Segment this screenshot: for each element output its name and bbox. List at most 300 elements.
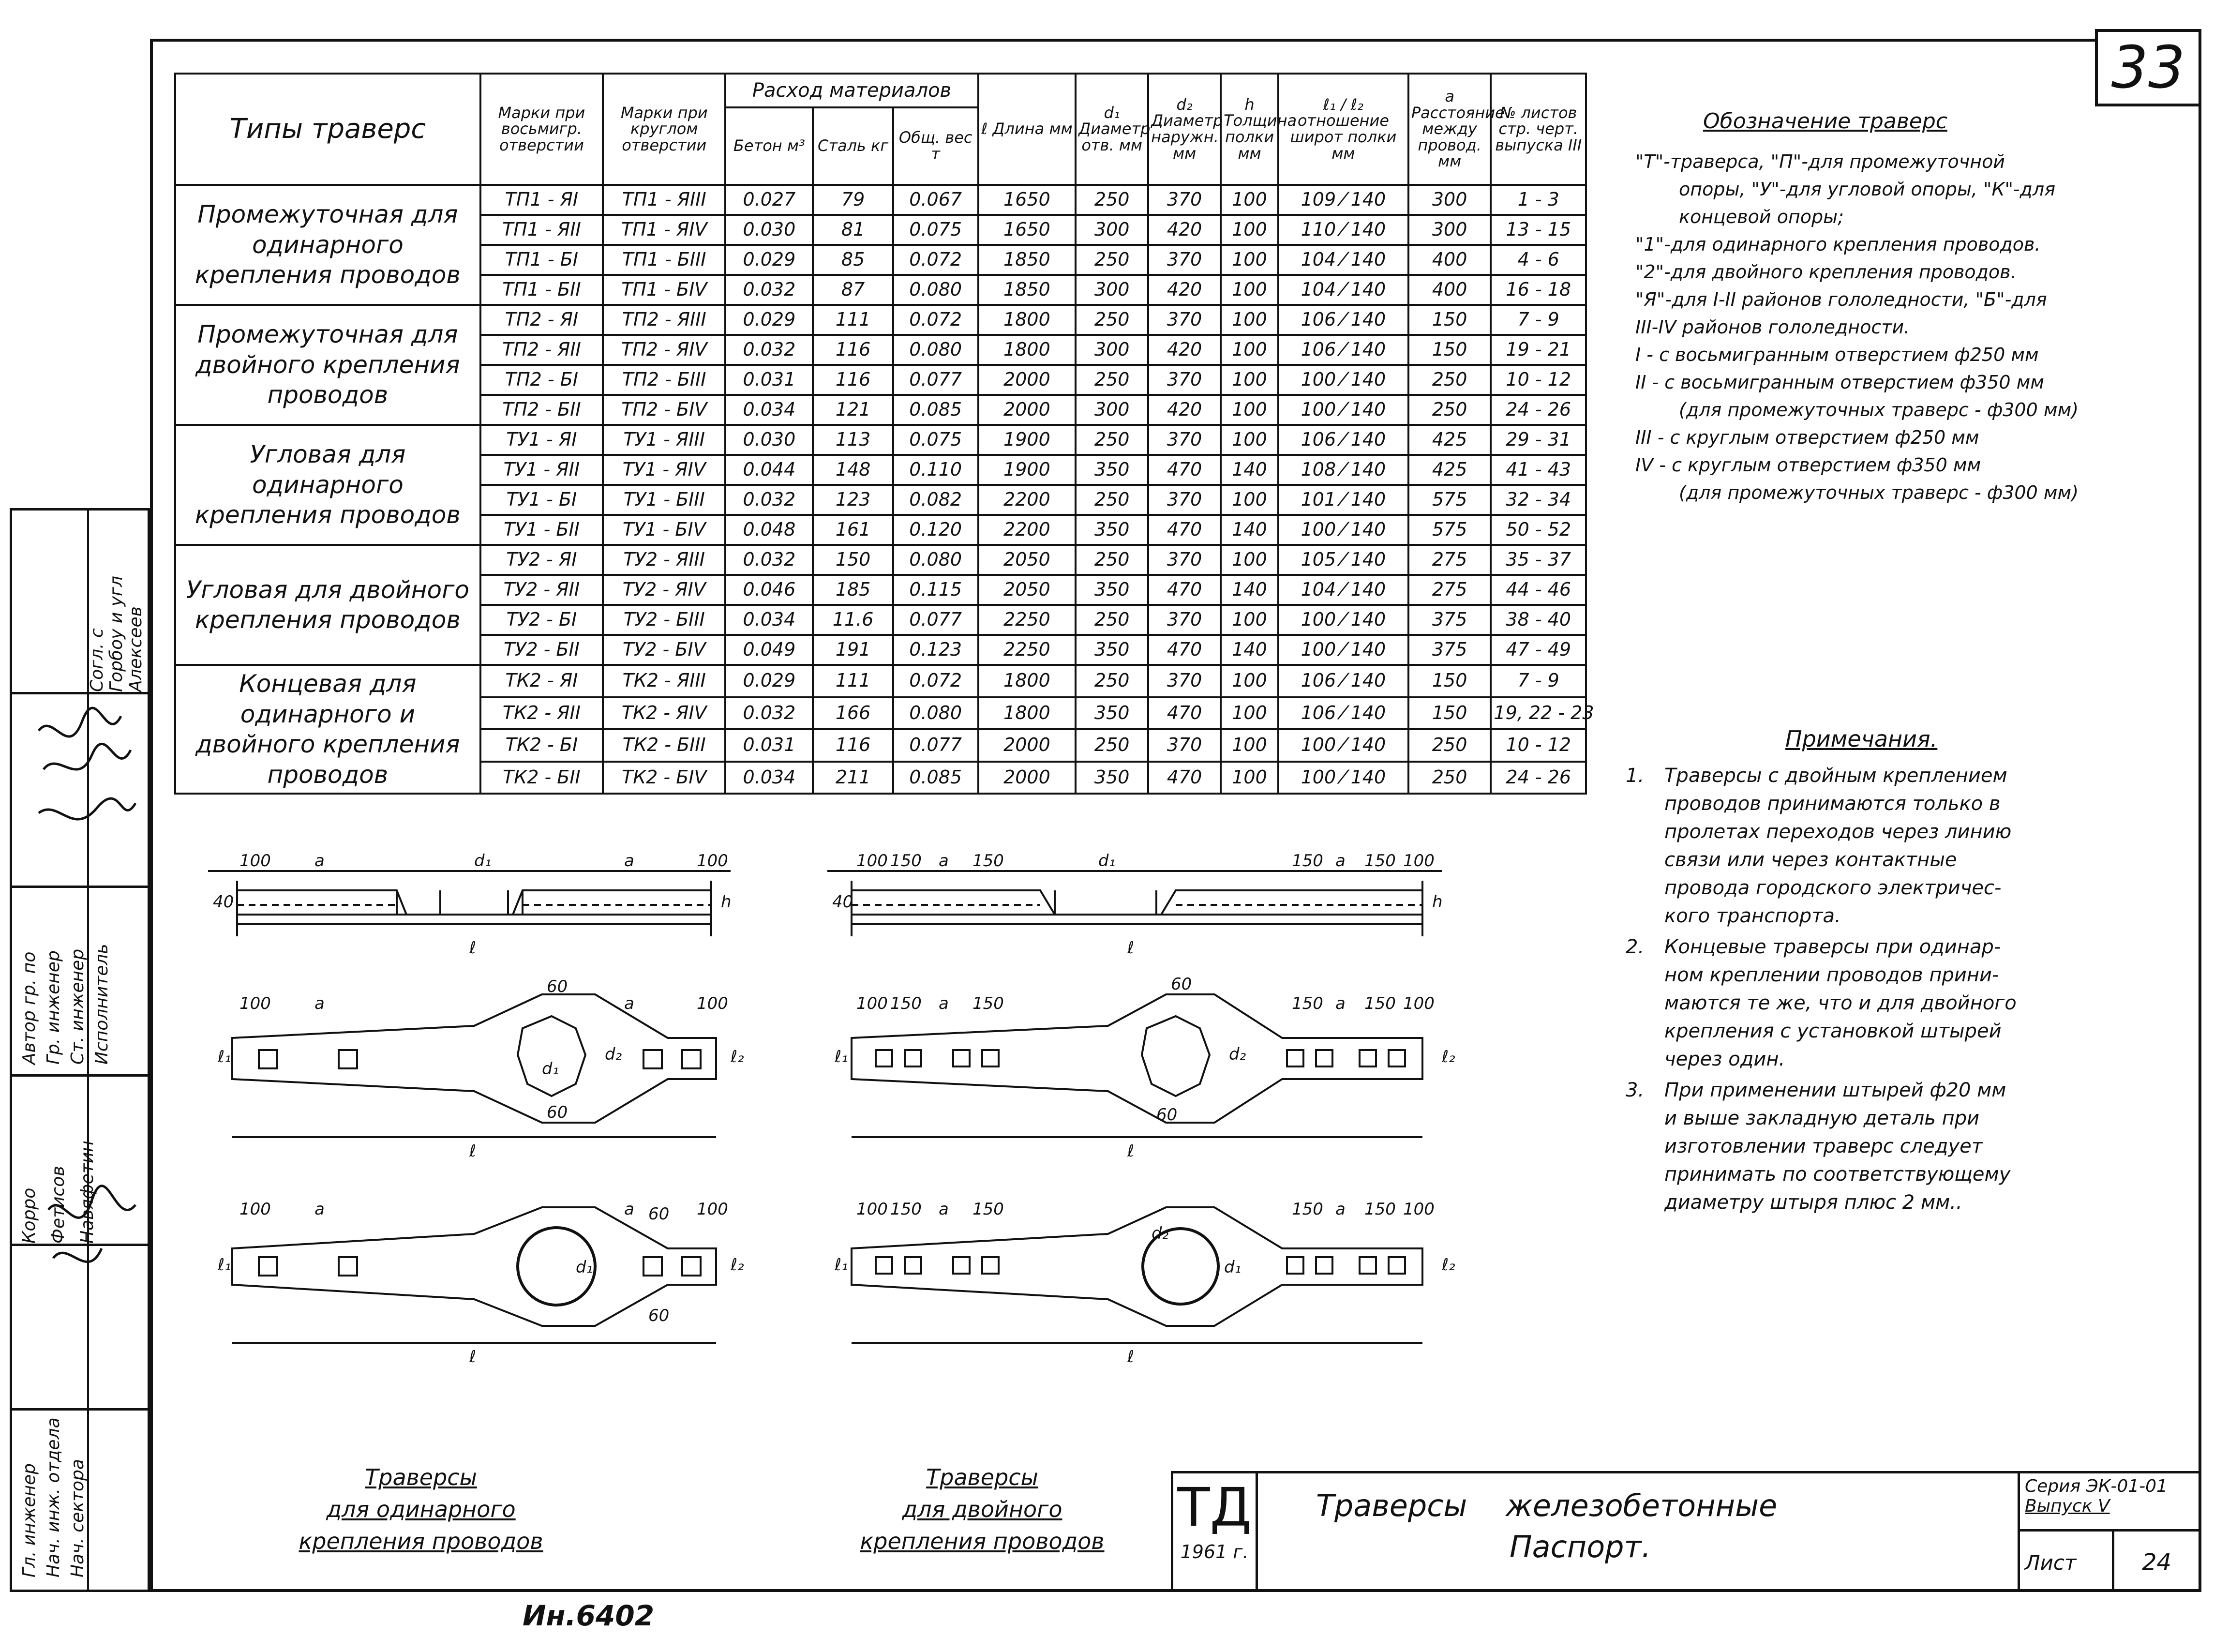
table-cell: 250 [1076, 665, 1148, 697]
note-number: 2. [1626, 936, 1645, 958]
table-cell: ТУ1 - ЯIII [603, 425, 725, 455]
table-cell: 400 [1408, 245, 1491, 275]
table-cell: ТУ2 - БIII [603, 605, 725, 635]
double-plan-octagon [852, 994, 1422, 1137]
table-cell: 250 [1408, 729, 1491, 762]
side-stamp-text: Исполнитель [92, 944, 112, 1065]
designation-line: "1"-для одинарного крепления проводов. [1635, 234, 2041, 255]
table-cell: 106 ⁄ 140 [1278, 335, 1408, 365]
notes-items [1626, 762, 2192, 1216]
col-header-materials: Расход материалов [725, 74, 978, 107]
side-stamp-text: Навяфетин [77, 1141, 97, 1244]
dimension-label: 100 [1403, 994, 1435, 1013]
designation-line: III - с круглым отверстием ф250 мм [1635, 427, 1979, 448]
doc-title: Траверсы железобетонные [1316, 1488, 1778, 1523]
table-cell: 1800 [978, 665, 1076, 697]
table-cell: 300 [1408, 215, 1491, 245]
table-cell: 140 [1221, 635, 1278, 665]
table-cell: 0.029 [725, 305, 813, 335]
table-cell: 275 [1408, 545, 1491, 575]
table-cell: 0.077 [893, 605, 978, 635]
table-cell: 575 [1408, 515, 1491, 545]
table-cell: ТК2 - ЯI [480, 665, 603, 697]
table-cell: 2000 [978, 365, 1076, 395]
table-cell: 100 [1221, 545, 1278, 575]
table-cell: 350 [1076, 697, 1148, 730]
table-cell: 275 [1408, 575, 1491, 605]
table-cell: 350 [1076, 762, 1148, 794]
side-stamp-text: Автор гр. по [19, 951, 39, 1065]
table-cell: 250 [1076, 729, 1148, 762]
table-cell: 350 [1076, 515, 1148, 545]
table-cell: 100 [1221, 365, 1278, 395]
table-row [175, 305, 1586, 335]
side-stamp-text: Гр. инженер [44, 950, 63, 1065]
col-header-a: a Расстояние между провод. мм [1408, 74, 1491, 185]
dimension-label: d₂ [1229, 1045, 1246, 1064]
table-cell: 0.077 [893, 365, 978, 395]
table-cell: 250 [1076, 425, 1148, 455]
designation-line: опоры, "У"-для угловой опоры, "К"-для [1679, 179, 2056, 200]
side-stamp-col-4c [126, 523, 146, 692]
caption-double-line: крепления проводов [860, 1528, 1105, 1554]
dimension-label: 100 [239, 1200, 271, 1219]
table-cell: 370 [1148, 185, 1221, 215]
table-cell: 2050 [978, 545, 1076, 575]
table-cell: ТП1 - БII [480, 275, 603, 305]
table-cell: 0.080 [893, 275, 978, 305]
table-cell: ТУ1 - БI [480, 485, 603, 515]
table-row [175, 185, 1586, 215]
table-cell: 123 [813, 485, 893, 515]
sheet-label: Лист [2025, 1551, 2077, 1575]
table-cell: 100 [1221, 185, 1278, 215]
dimension-label: 100 [856, 851, 888, 871]
table-cell: 1650 [978, 185, 1076, 215]
table-cell: 24 - 26 [1491, 762, 1586, 794]
table-cell: ТК2 - ЯIV [603, 697, 725, 730]
table-cell: 250 [1076, 605, 1148, 635]
traverse-type: Концевая для одинарного и двойного крепления проводов [175, 665, 480, 794]
table-cell: 104 ⁄ 140 [1278, 575, 1408, 605]
table-cell: 10 - 12 [1491, 365, 1586, 395]
table-cell: 0.032 [725, 335, 813, 365]
table-cell: 0.032 [725, 697, 813, 730]
dimension-label: ℓ₁ [218, 1047, 231, 1066]
dimension-label: d₁ [1098, 851, 1116, 871]
table-cell: 111 [813, 665, 893, 697]
dimension-label: a [1335, 851, 1346, 871]
table-cell: 1800 [978, 305, 1076, 335]
table-cell: 116 [813, 729, 893, 762]
designation-title: Обозначение траверс [1703, 109, 1947, 134]
table-cell: 38 - 40 [1491, 605, 1586, 635]
table-cell: 50 - 52 [1491, 515, 1586, 545]
table-cell: 104 ⁄ 140 [1278, 245, 1408, 275]
side-stamp-col-4 [87, 523, 107, 692]
note-line: При применении штырей ф20 мм [1664, 1079, 2006, 1101]
table-cell: ТП1 - ЯII [480, 215, 603, 245]
table-cell: ТП2 - БIII [603, 365, 725, 395]
dimension-label: 60 [1156, 1105, 1178, 1125]
table-cell: ТК2 - ЯII [480, 697, 603, 730]
issue: Выпуск V [2025, 1496, 2110, 1516]
dimension-label: a [939, 1200, 949, 1219]
table-cell: 105 ⁄ 140 [1278, 545, 1408, 575]
dimension-label: h [1432, 892, 1443, 912]
table-cell: 113 [813, 425, 893, 455]
table-cell: ТУ2 - ЯI [480, 545, 603, 575]
table-cell: 0.030 [725, 215, 813, 245]
dimension-label: ℓ₁ [835, 1255, 848, 1275]
dimension-label: ℓ [1127, 1141, 1135, 1161]
dimension-label: h [721, 892, 732, 912]
table-cell: ТУ2 - БII [480, 635, 603, 665]
note-body [1664, 933, 2017, 1073]
traverse-type: Промежуточная для двойного крепления проводов [175, 305, 480, 425]
dimension-label: a [314, 851, 325, 871]
table-cell: 100 [1221, 275, 1278, 305]
table-cell: 106 ⁄ 140 [1278, 697, 1408, 730]
table-cell: ТП2 - ЯIII [603, 305, 725, 335]
table-cell: 44 - 46 [1491, 575, 1586, 605]
table-cell: 250 [1076, 365, 1148, 395]
table-cell: 0.120 [893, 515, 978, 545]
table-cell: 250 [1408, 365, 1491, 395]
caption-double-line: для двойного [902, 1496, 1062, 1522]
side-stamp-text: Нач. сектора [68, 1459, 88, 1577]
note-body [1664, 1076, 2010, 1216]
table-cell: ТУ1 - БIII [603, 485, 725, 515]
table-row [175, 545, 1586, 575]
side-stamp-text: Согл. с [87, 628, 107, 692]
table-cell: ТП2 - ЯI [480, 305, 603, 335]
table-cell: 100 [1221, 425, 1278, 455]
note-line: проводов принимаются только в [1664, 793, 2001, 815]
table-cell: 420 [1148, 335, 1221, 365]
table-cell: 0.032 [725, 485, 813, 515]
table-cell: 0.029 [725, 665, 813, 697]
designation-line: (для промежуточных траверс - ф300 мм) [1679, 399, 2079, 421]
table-cell: 166 [813, 697, 893, 730]
table-cell: 0.048 [725, 515, 813, 545]
table-cell: 100 [1221, 215, 1278, 245]
table-cell: 0.032 [725, 275, 813, 305]
table-cell: 0.123 [893, 635, 978, 665]
side-stamp-text: Алексеев [126, 606, 146, 692]
side-stamp-text: Фетисов [48, 1166, 68, 1244]
table-cell: 370 [1148, 729, 1221, 762]
table-cell: 4 - 6 [1491, 245, 1586, 275]
table-cell: 300 [1408, 185, 1491, 215]
table-cell: 81 [813, 215, 893, 245]
table-cell: 100 ⁄ 140 [1278, 605, 1408, 635]
table-cell: 100 [1221, 729, 1278, 762]
table-cell: 100 [1221, 605, 1278, 635]
col-header-h: h Толщина полки мм [1221, 74, 1278, 185]
side-stamp-text: Горбоу и угл [106, 576, 126, 692]
table-cell: ТК2 - БII [480, 762, 603, 794]
traverse-type: Угловая для двойного крепления проводов [175, 545, 480, 665]
designation-line: III-IV районов гололедности. [1635, 316, 1910, 338]
dimension-label: ℓ₂ [731, 1255, 744, 1275]
table-cell: 0.027 [725, 185, 813, 215]
table-cell: 100 ⁄ 140 [1278, 515, 1408, 545]
table-cell: 110 ⁄ 140 [1278, 215, 1408, 245]
table-cell: ТУ2 - БI [480, 605, 603, 635]
table-cell: 148 [813, 455, 893, 485]
dimension-label: ℓ [469, 938, 477, 958]
table-cell: 0.080 [893, 545, 978, 575]
table-cell: 2200 [978, 485, 1076, 515]
table-cell: 470 [1148, 697, 1221, 730]
caption-double-line: Траверсы [926, 1464, 1038, 1490]
dimension-label: a [624, 994, 634, 1013]
note-line: через один. [1664, 1048, 1785, 1070]
dimension-label: a [939, 851, 949, 871]
dimension-label: 150 [1292, 1200, 1323, 1219]
designation-line: I - с восьмигранным отверстием ф250 мм [1635, 344, 2039, 365]
table-cell: 2000 [978, 762, 1076, 794]
note-line: и выше закладную деталь при [1664, 1107, 1980, 1129]
table-cell: 106 ⁄ 140 [1278, 425, 1408, 455]
traverse-drawings [160, 823, 1466, 1481]
table-cell: 0.082 [893, 485, 978, 515]
notes-title: Примечания. [1785, 726, 1938, 752]
table-cell: 370 [1148, 425, 1221, 455]
col-header-steel: Сталь кг [813, 107, 893, 185]
dimension-label: a [314, 1200, 325, 1219]
table-cell: 116 [813, 365, 893, 395]
dimension-label: 100 [239, 851, 271, 871]
sheet-value: 24 [2141, 1549, 2172, 1576]
table-cell: 109 ⁄ 140 [1278, 185, 1408, 215]
table-cell: 470 [1148, 575, 1221, 605]
table-cell: 370 [1148, 365, 1221, 395]
dimension-label: ℓ [1127, 938, 1135, 958]
designation-line: (для промежуточных траверс - ф300 мм) [1679, 482, 2079, 503]
note-line: диаметру штыря плюс 2 мм.. [1664, 1191, 1962, 1214]
table-cell: 0.044 [725, 455, 813, 485]
table-cell: 150 [1408, 305, 1491, 335]
table-cell: 0.077 [893, 729, 978, 762]
dimension-label: 150 [972, 1200, 1004, 1219]
table-cell: ТП1 - БIII [603, 245, 725, 275]
note-line: кого транспорта. [1664, 905, 1841, 927]
table-cell: 140 [1221, 455, 1278, 485]
side-stamp-text: Гл. инженер [19, 1463, 39, 1577]
table-cell: 11.6 [813, 605, 893, 635]
caption-double [813, 1461, 1152, 1557]
table-cell: ТП2 - БI [480, 365, 603, 395]
dimension-label: 150 [1364, 1200, 1396, 1219]
table-cell: 100 ⁄ 140 [1278, 395, 1408, 425]
dimension-label: d₂ [605, 1045, 622, 1064]
dimension-label: 100 [856, 994, 888, 1013]
table-cell: 100 ⁄ 140 [1278, 729, 1408, 762]
col-header-weight: Общ. вес т [893, 107, 978, 185]
table-cell: ТУ1 - БIV [603, 515, 725, 545]
table-cell: 1850 [978, 245, 1076, 275]
table-cell: 0.029 [725, 245, 813, 275]
table-cell: 106 ⁄ 140 [1278, 665, 1408, 697]
table-cell: 470 [1148, 515, 1221, 545]
col-header-l: ℓ Длина мм [978, 74, 1076, 185]
table-cell: 0.115 [893, 575, 978, 605]
table-cell: 0.085 [893, 395, 978, 425]
table-cell: 108 ⁄ 140 [1278, 455, 1408, 485]
table-cell: ТК2 - БIII [603, 729, 725, 762]
note-line: маются те же, что и для двойного [1664, 992, 2017, 1014]
table-cell: 7 - 9 [1491, 665, 1586, 697]
dimension-label: 150 [890, 1200, 922, 1219]
table-cell: 370 [1148, 305, 1221, 335]
table-cell: ТП1 - ЯIII [603, 185, 725, 215]
dimension-label: ℓ [469, 1141, 477, 1161]
table-cell: 100 [1221, 485, 1278, 515]
dimension-label: ℓ₂ [1442, 1047, 1455, 1066]
dimension-label: 100 [697, 994, 728, 1013]
table-cell: 1850 [978, 275, 1076, 305]
dimension-label: 60 [648, 1204, 670, 1224]
dimension-label: a [624, 851, 634, 871]
table-cell: ТП1 - БIV [603, 275, 725, 305]
table-cell: 161 [813, 515, 893, 545]
caption-single-line: для одинарного [326, 1496, 516, 1522]
dimension-label: 150 [890, 851, 922, 871]
dimension-label: a [939, 994, 949, 1013]
dimension-label: ℓ [469, 1347, 477, 1367]
table-cell: 100 [1221, 395, 1278, 425]
table-cell: 350 [1076, 575, 1148, 605]
table-cell: ТК2 - БI [480, 729, 603, 762]
col-header-mark-rect: Марки при восьмигр. отверстии [480, 74, 603, 185]
inventory-number: Ин.6402 [523, 1599, 655, 1632]
table-cell: 2250 [978, 635, 1076, 665]
table-cell: ТУ2 - ЯIV [603, 575, 725, 605]
table-cell: 350 [1076, 455, 1148, 485]
traverse-type: Промежуточная для одинарного крепления проводов [175, 185, 480, 305]
table-cell: 0.034 [725, 762, 813, 794]
table-cell: 250 [1076, 245, 1148, 275]
dimension-label: d₁ [576, 1258, 593, 1277]
table-cell: 100 [1221, 665, 1278, 697]
sheet-number-box [2095, 29, 2201, 106]
side-stamp-col-1 [19, 1413, 39, 1577]
table-cell: 16 - 18 [1491, 275, 1586, 305]
note-item [1626, 762, 2192, 930]
dimension-label: 100 [1403, 1200, 1435, 1219]
table-cell: 0.085 [893, 762, 978, 794]
note-line: крепления с установкой штырей [1664, 1020, 2002, 1042]
dimension-label: 150 [1364, 994, 1396, 1013]
table-cell: 191 [813, 635, 893, 665]
table-cell: 575 [1408, 485, 1491, 515]
table-cell: 250 [1076, 485, 1148, 515]
designation-line: IV - с круглым отверстием ф350 мм [1635, 454, 1981, 476]
sheet-number: 33 [2111, 34, 2185, 102]
table-cell: ТУ2 - БIV [603, 635, 725, 665]
table-cell: 0.030 [725, 425, 813, 455]
col-header-sheets: № листов стр. черт. выпуска III [1491, 74, 1586, 185]
designation-line: II - с восьмигранным отверстием ф350 мм [1635, 372, 2044, 393]
table-cell: 0.072 [893, 665, 978, 697]
dimension-label: 150 [972, 851, 1004, 871]
dimension-label: d₁ [1224, 1258, 1242, 1277]
table-cell: 100 ⁄ 140 [1278, 365, 1408, 395]
table-cell: ТП1 - ЯI [480, 185, 603, 215]
caption-single [252, 1461, 590, 1557]
dimension-label: 100 [1403, 851, 1435, 871]
single-plan-circle [232, 1207, 716, 1343]
table-cell: 0.031 [725, 365, 813, 395]
table-cell: 425 [1408, 425, 1491, 455]
table-cell: 47 - 49 [1491, 635, 1586, 665]
table-cell: 370 [1148, 545, 1221, 575]
designation-block [1635, 109, 2192, 507]
table-cell: 87 [813, 275, 893, 305]
table-cell: 0.034 [725, 395, 813, 425]
table-cell: ТП2 - ЯIV [603, 335, 725, 365]
table-cell: 0.072 [893, 305, 978, 335]
single-plan-octagon [232, 994, 716, 1137]
note-line: пролетах переходов через линию [1664, 821, 2012, 843]
dimension-label: a [1335, 994, 1346, 1013]
table-cell: 350 [1076, 635, 1148, 665]
note-line: Траверсы с двойным креплением [1664, 765, 2007, 787]
table-cell: 100 ⁄ 140 [1278, 762, 1408, 794]
note-line: Концевые траверсы при одинар- [1664, 936, 2001, 958]
table-cell: 24 - 26 [1491, 395, 1586, 425]
table-cell: 250 [1076, 185, 1148, 215]
note-body [1664, 762, 2011, 930]
table-cell: 1 - 3 [1491, 185, 1586, 215]
dimension-label: d₂ [1152, 1224, 1169, 1243]
table-cell: 2050 [978, 575, 1076, 605]
table-cell: 106 ⁄ 140 [1278, 305, 1408, 335]
caption-single-line: крепления проводов [299, 1528, 543, 1554]
dimension-label: 100 [697, 851, 728, 871]
table-cell: 13 - 15 [1491, 215, 1586, 245]
table-cell: 35 - 37 [1491, 545, 1586, 575]
table-cell: 2250 [978, 605, 1076, 635]
col-header-d1: d₁ Диаметр отв. мм [1076, 74, 1148, 185]
notes-block [1626, 726, 2192, 1219]
double-plan-circle [852, 1207, 1422, 1343]
table-row [175, 425, 1586, 455]
dimension-label: ℓ₂ [1442, 1255, 1455, 1275]
table-cell: 300 [1076, 395, 1148, 425]
table-cell: ТП2 - ЯII [480, 335, 603, 365]
note-item [1626, 933, 2192, 1073]
dimension-label: 100 [239, 994, 271, 1013]
designation-line: "Т"-траверса, "П"-для промежуточной [1635, 151, 2005, 172]
table-cell: 250 [1076, 545, 1148, 575]
table-cell: 300 [1076, 215, 1148, 245]
table-cell: ТУ2 - ЯIII [603, 545, 725, 575]
table-cell: 185 [813, 575, 893, 605]
table-cell: 0.049 [725, 635, 813, 665]
table-cell: 0.110 [893, 455, 978, 485]
dimension-label: a [314, 994, 325, 1013]
sheet-label-cell [2018, 1529, 2114, 1592]
dimension-label: 60 [648, 1306, 670, 1325]
table-cell: 104 ⁄ 140 [1278, 275, 1408, 305]
table-cell: 300 [1076, 335, 1148, 365]
table-cell: 250 [1408, 395, 1491, 425]
table-cell: 375 [1408, 635, 1491, 665]
dimension-label: 100 [856, 1200, 888, 1219]
